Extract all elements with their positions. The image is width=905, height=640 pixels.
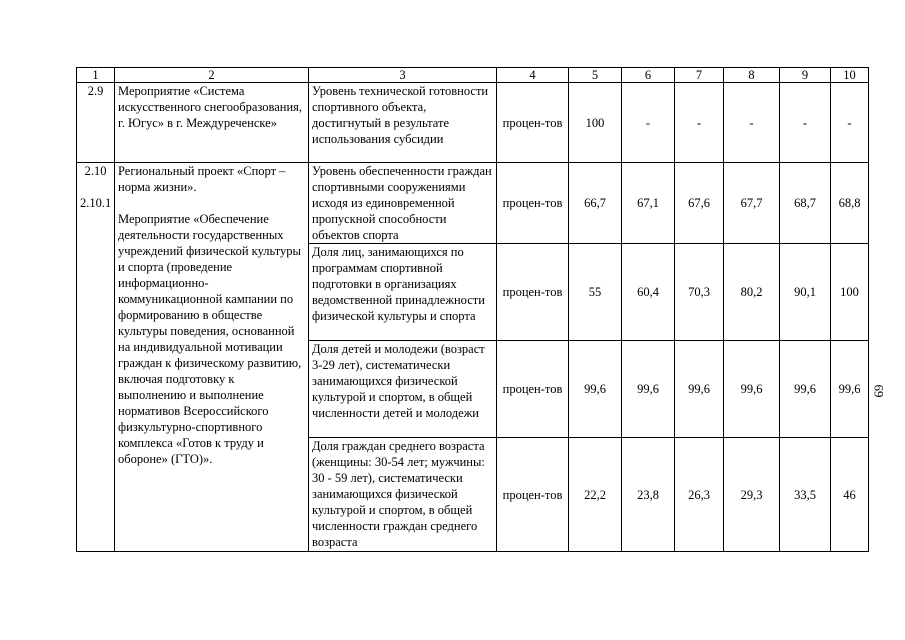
value-cell: 60,4 <box>622 244 675 341</box>
value-cell: 99,6 <box>780 341 831 438</box>
row-number: 2.9 <box>77 83 115 163</box>
value-cell: 26,3 <box>675 438 724 552</box>
header-row <box>77 68 869 83</box>
header-cell: 8 <box>724 68 780 83</box>
unit-cell: процен-тов <box>497 438 569 552</box>
header-cell: 4 <box>497 68 569 83</box>
indicators-table <box>76 67 869 552</box>
value-cell: 55 <box>569 244 622 341</box>
table-row <box>77 83 869 163</box>
value-cell: 99,6 <box>622 341 675 438</box>
value-cell: 66,7 <box>569 163 622 244</box>
regional-project-title: Региональный проект «Спорт – норма жизни». <box>118 164 286 194</box>
value-cell: 100 <box>831 244 869 341</box>
value-cell: - <box>780 83 831 163</box>
indicator-cell: Уровень технической готовности спортивного объекта, достигнутый в результате использования субсидии <box>309 83 497 163</box>
header-cell: 3 <box>309 68 497 83</box>
value-cell: - <box>675 83 724 163</box>
value-cell: 23,8 <box>622 438 675 552</box>
value-cell: 67,7 <box>724 163 780 244</box>
header-cell: 10 <box>831 68 869 83</box>
unit-cell: процен-тов <box>497 244 569 341</box>
value-cell: - <box>622 83 675 163</box>
event-cell <box>115 163 309 552</box>
header-cell: 6 <box>622 68 675 83</box>
value-cell: 99,6 <box>831 341 869 438</box>
header-cell: 7 <box>675 68 724 83</box>
table-row <box>77 163 869 244</box>
value-cell: - <box>831 83 869 163</box>
event-cell: Мероприятие «Система искусственного снегообразования, г. Югус» в г. Междуреченске» <box>115 83 309 163</box>
unit-cell: процен-тов <box>497 83 569 163</box>
value-cell: 80,2 <box>724 244 780 341</box>
header-cell: 9 <box>780 68 831 83</box>
value-cell: - <box>724 83 780 163</box>
value-cell: 99,6 <box>569 341 622 438</box>
indicator-cell: Доля лиц, занимающихся по программам спортивной подготовки в организациях ведомственной принадлежности физической культуры и спорта <box>309 244 497 341</box>
indicator-cell: Доля детей и молодежи (возраст 3-29 лет), систематически занимающихся физической культурой и спортом, в общей численности детей и молодежи <box>309 341 497 438</box>
indicator-cell: Доля граждан среднего возраста (женщины: 30-54 лет; мужчины: 30 - 59 лет), систематически занимающихся физической культурой и спортом, в общей численности граждан среднего возраста <box>309 438 497 552</box>
value-cell: 70,3 <box>675 244 724 341</box>
value-cell: 68,7 <box>780 163 831 244</box>
value-cell: 100 <box>569 83 622 163</box>
value-cell: 33,5 <box>780 438 831 552</box>
value-cell: 90,1 <box>780 244 831 341</box>
row-number <box>77 163 115 552</box>
value-cell: 67,1 <box>622 163 675 244</box>
value-cell: 22,2 <box>569 438 622 552</box>
value-cell: 99,6 <box>724 341 780 438</box>
header-cell: 1 <box>77 68 115 83</box>
row-number-sub: 2.10.1 <box>80 196 112 210</box>
unit-cell: процен-тов <box>497 341 569 438</box>
row-number-group: 2.10 <box>84 164 107 178</box>
value-cell: 99,6 <box>675 341 724 438</box>
value-cell: 68,8 <box>831 163 869 244</box>
value-cell: 46 <box>831 438 869 552</box>
header-cell: 2 <box>115 68 309 83</box>
header-cell: 5 <box>569 68 622 83</box>
page-number: 69 <box>871 384 887 398</box>
event-description: Мероприятие «Обеспечение деятельности государственных учреждений физической культуры и спорта (проведение информационно-коммуникационной кампании по формированию в обществе культуры поведения, основанной на индивидуальной мотивации граждан к физическому развитию, включая подготовку к выполнению и выполнение нормативов Всероссийского физкультурно-спортивного комплекса «Готов к труду и обороне» (ГТО)». <box>118 212 302 466</box>
indicator-cell: Уровень обеспеченности граждан спортивными сооружениями исходя из единовременной пропускной способности объектов спорта <box>309 163 497 244</box>
unit-cell: процен-тов <box>497 163 569 244</box>
value-cell: 29,3 <box>724 438 780 552</box>
value-cell: 67,6 <box>675 163 724 244</box>
